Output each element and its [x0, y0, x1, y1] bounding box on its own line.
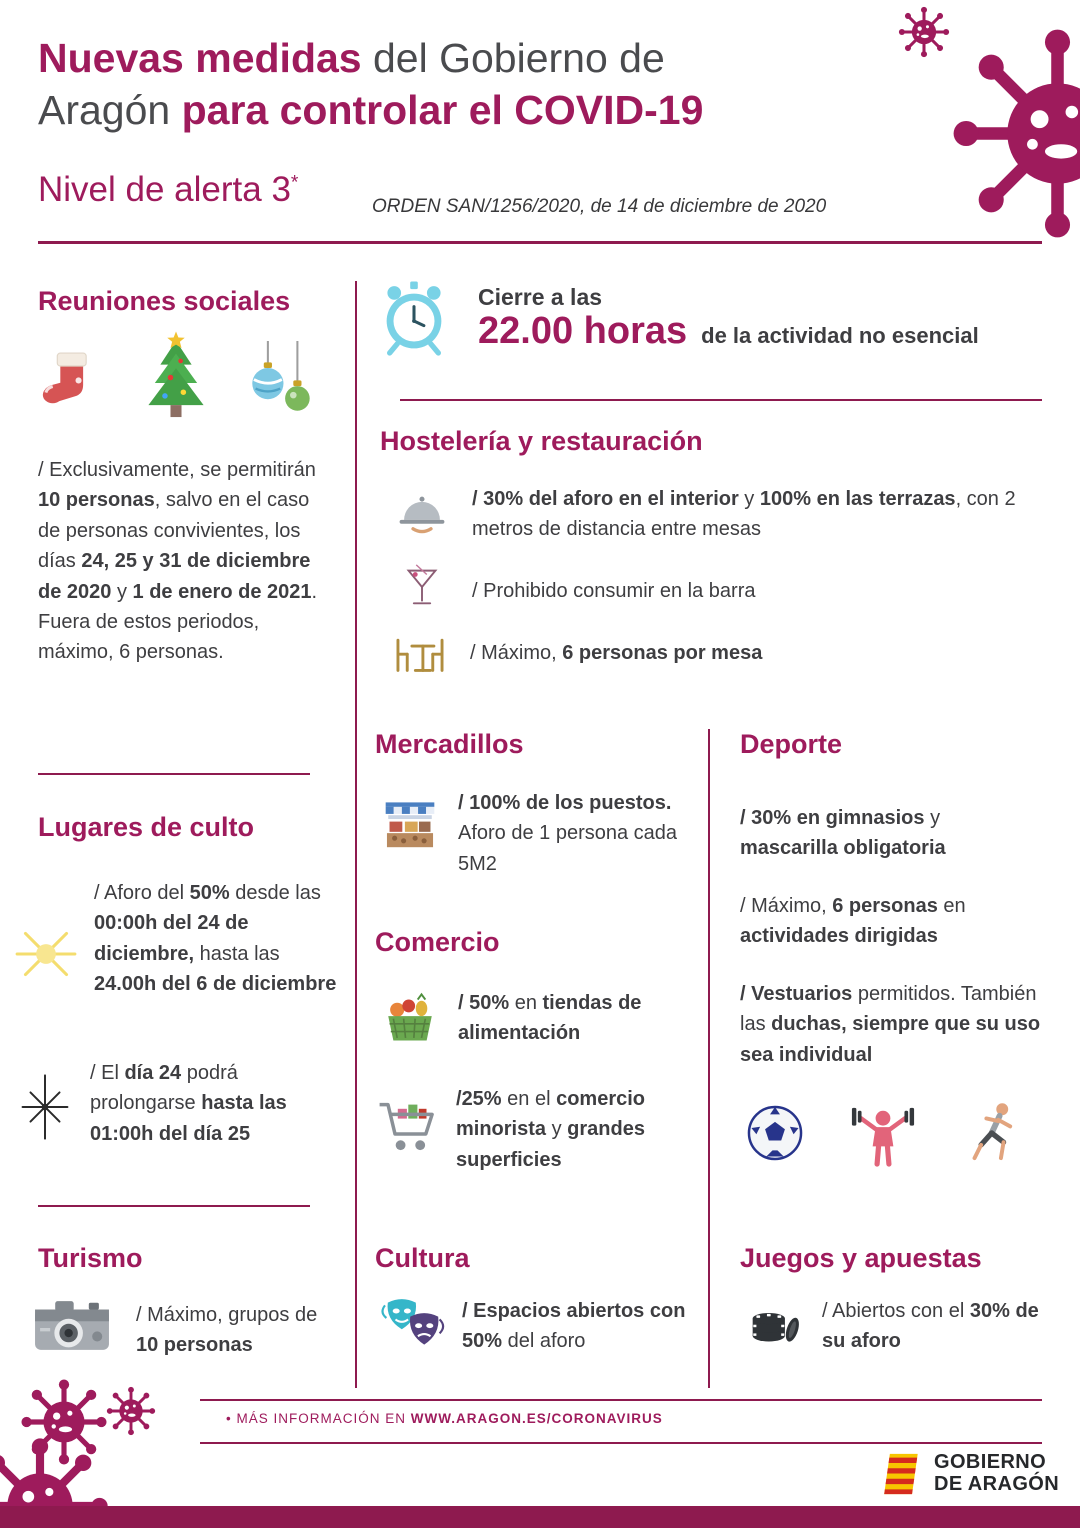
worship-item-2	[12, 1058, 352, 1149]
closing-time-note: de la actividad no esencial	[701, 323, 979, 348]
shopping-cart-icon	[374, 1092, 444, 1162]
footer-rule-bottom	[200, 1442, 1042, 1444]
commerce-item-1-text: / 50% en tiendas de alimentación	[458, 992, 642, 1045]
section-heading-reuniones-sociales: Reuniones sociales	[38, 286, 291, 316]
running-icon	[960, 1100, 1026, 1166]
sparkle-star-icon	[12, 1074, 78, 1140]
culture-item-1-text: / Espacios abiertos con 50% del aforo	[462, 1300, 686, 1353]
section-heading-lugares-culto: Lugares de culto	[38, 812, 255, 842]
section-heading-juegos: Juegos y apuestas	[740, 1243, 982, 1273]
sports-item-3-text: / Vestuarios permitidos. También las duchas, siempre que su uso sea individual	[740, 983, 1041, 1066]
closing-time-intro: Cierre a las	[478, 284, 603, 310]
virus-icon	[898, 6, 950, 58]
commerce-item-2-text: /25% en el comercio minorista y grandes superficies	[456, 1088, 646, 1171]
baubles-icon	[240, 339, 322, 425]
stocking-icon	[36, 345, 112, 425]
worship-item-2-text: / El día 24 podrá prolongarse hasta las 01:00h del día 25	[90, 1062, 287, 1145]
footer-rule-top	[200, 1399, 1042, 1401]
page-title-line-1: Nuevas medidas del Gobierno de	[38, 35, 665, 81]
markets-item-1	[378, 788, 686, 879]
hospitality-item-3-text: / Máximo, 6 personas por mesa	[470, 642, 763, 664]
soccer-ball-icon	[744, 1102, 806, 1164]
section-heading-hosteleria: Hostelería y restauración	[380, 426, 703, 456]
footer-info-link[interactable]: • MÁS INFORMACIÓN EN WWW.ARAGON.ES/CORONAVIRUS	[226, 1411, 663, 1426]
poker-chips-icon	[744, 1290, 806, 1352]
closing-time-line	[478, 310, 1043, 353]
page-title	[38, 32, 888, 136]
section-heading-deporte: Deporte	[740, 729, 843, 759]
bottom-color-bar	[0, 1506, 1080, 1528]
commerce-item-2	[374, 1084, 696, 1175]
aragon-flag-icon	[876, 1450, 924, 1498]
section-heading-comercio: Comercio	[375, 927, 500, 957]
closing-time-value: 22.00 horas	[478, 310, 688, 352]
virus-icon	[950, 26, 1080, 241]
order-reference: ORDEN SAN/1256/2020, de 14 de diciembre de 2020	[372, 196, 827, 217]
commerce-item-1	[378, 988, 686, 1052]
header-rule	[38, 241, 1042, 244]
sports-item-1-text: / 30% en gimnasios y mascarilla obligatoria	[740, 807, 946, 860]
alarm-clock-icon	[376, 280, 452, 356]
sports-item-2-text: / Máximo, 6 personas en actividades dirigidas	[740, 895, 966, 948]
section-divider	[38, 1205, 310, 1207]
vertical-divider-left	[355, 281, 357, 1388]
hospitality-item-2-text: / Prohibido consumir en la barra	[472, 580, 756, 602]
cocktail-icon	[398, 554, 446, 618]
hospitality-item-1-text: / 30% del aforo en el interior y 100% en las terrazas, con 2 metros de distancia entre mesas	[472, 488, 1016, 541]
table-chairs-icon	[390, 624, 450, 682]
hospitality-item-3	[390, 624, 1050, 682]
worship-item-1-text: / Aforo del 50% desde las 00:00h del 24 de diciembre, hasta las 24.00h del 6 de diciembre	[94, 882, 337, 996]
culture-item-1	[378, 1290, 702, 1360]
section-heading-turismo: Turismo	[38, 1243, 143, 1273]
alert-level: Nivel de alerta 3*	[38, 170, 299, 209]
christmas-tree-icon	[130, 330, 222, 425]
gobierno-aragon-logo	[876, 1450, 1059, 1498]
virus-icon	[106, 1386, 156, 1436]
serving-cloche-icon	[394, 484, 450, 540]
theater-masks-icon	[378, 1290, 448, 1360]
markets-item-1-text: / 100% de los puestos. Aforo de 1 persona cada 5M2	[458, 792, 678, 875]
page-title-line-2: Aragón para controlar el COVID-19	[38, 87, 704, 134]
christmas-icons-row	[36, 330, 336, 425]
sun-icon	[8, 916, 84, 992]
gambling-item-1	[744, 1290, 1046, 1357]
sports-icons-row	[744, 1096, 1026, 1170]
hospitality-item-2	[398, 554, 1058, 618]
worship-item-1	[8, 878, 348, 1000]
gambling-item-1-text: / Abiertos con el 30% de su aforo	[822, 1300, 1039, 1353]
section-heading-cultura: Cultura	[375, 1243, 470, 1273]
vertical-divider-right	[708, 729, 710, 1388]
logo-text-line-2: DE ARAGÓN	[934, 1473, 1060, 1495]
weightlifting-icon	[846, 1096, 920, 1170]
section-divider	[38, 773, 310, 775]
grocery-basket-icon	[378, 988, 442, 1052]
section-heading-mercadillos: Mercadillos	[375, 729, 524, 759]
hospitality-item-1	[394, 484, 1054, 545]
camera-icon	[22, 1286, 122, 1370]
logo-text-line-1: GOBIERNO	[934, 1451, 1047, 1474]
closing-divider	[400, 399, 1042, 401]
tourism-item-1	[22, 1286, 362, 1370]
reuniones-sociales-text: / Exclusivamente, se permitirán 10 personas, salvo en el caso de personas convivientes, los días 24, 25 y 31 de diciembre de 2020 y 1 de enero de 2021. Fuera de estos periodos, máximo, 6 personas.	[38, 459, 318, 664]
tourism-item-1-text: / Máximo, grupos de 10 personas	[136, 1304, 318, 1357]
logo-text	[934, 1452, 1059, 1495]
market-stall-icon	[378, 796, 442, 860]
